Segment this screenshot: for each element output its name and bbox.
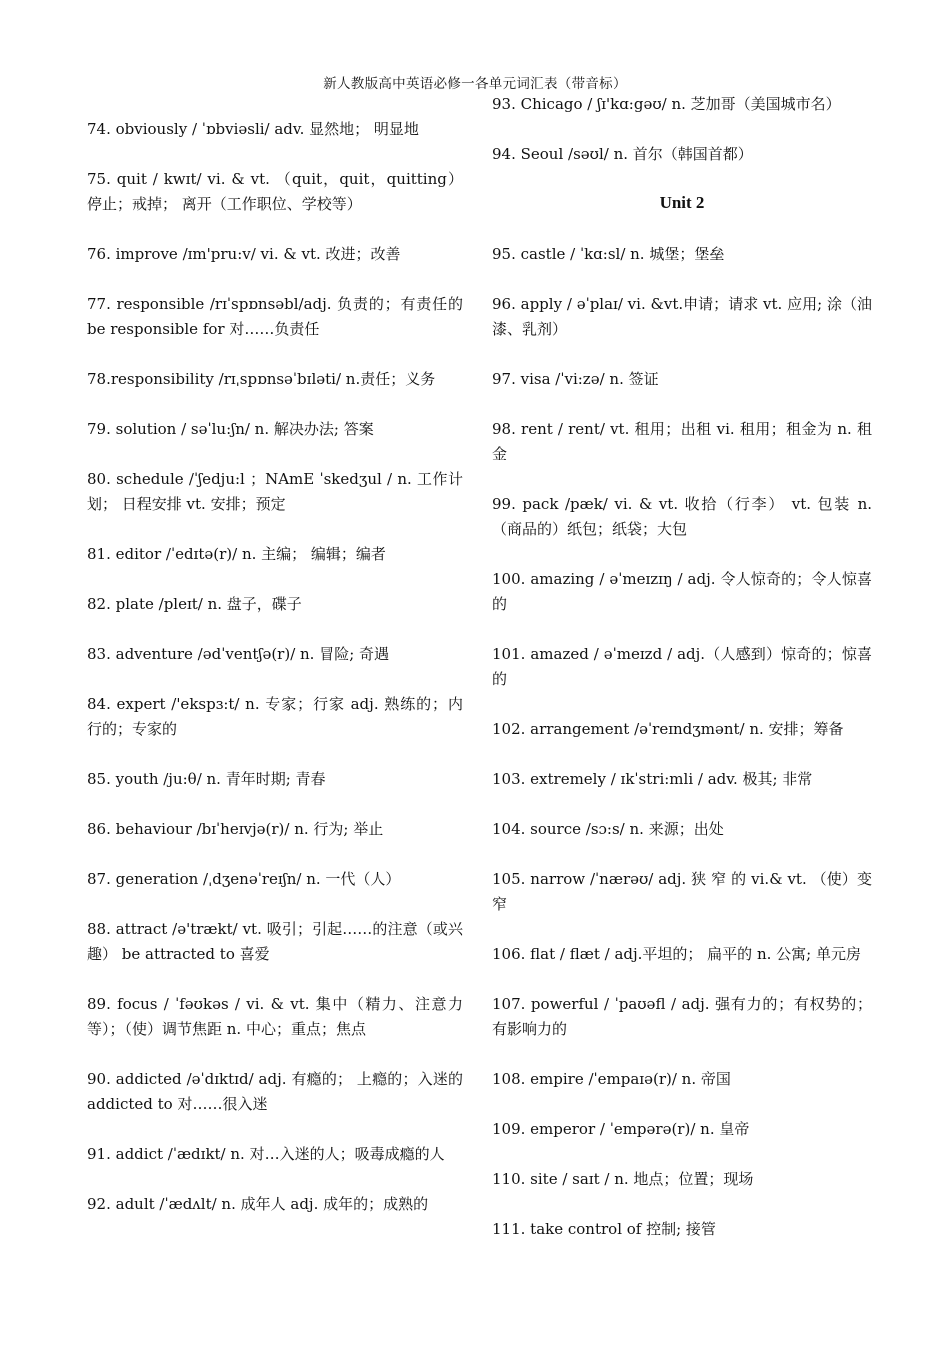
vocab-entry: 101. amazed / əˈmeɪzd / adj.（人感到）惊奇的；惊喜的 xyxy=(492,645,872,688)
vocab-entry: 82. plate /pleɪt/ n. 盘子，碟子 xyxy=(87,595,302,613)
vocab-entry: 111. take control of 控制; 接管 xyxy=(492,1220,716,1238)
vocab-entry: 79. solution / səˈlu:ʃn/ n. 解决办法; 答案 xyxy=(87,420,374,438)
unit-heading: Unit 2 xyxy=(659,193,705,212)
page-header: 新人教版高中英语必修一各单元词汇表（带音标） xyxy=(323,76,627,92)
vocab-entry: 97. visa /ˈvi:zə/ n. 签证 xyxy=(492,370,659,388)
left-column xyxy=(87,92,463,1217)
vocab-entry: 81. editor /ˈedɪtə(r)/ n. 主编； 编辑；编者 xyxy=(87,545,386,563)
vocab-entry: 103. extremely / ɪkˈstri:mli / adv. 极其; 非常 xyxy=(492,770,813,788)
vocab-entry: 108. empire /ˈempaɪə(r)/ n. 帝国 xyxy=(492,1070,731,1088)
vocab-entry: 110. site / saɪt / n. 地点；位置；现场 xyxy=(492,1170,754,1188)
vocab-entry: 76. improve /ɪm'pru:v/ vi. & vt. 改进；改善 xyxy=(87,245,401,263)
vocab-entry: 83. adventure /ədˈventʃə(r)/ n. 冒险; 奇遇 xyxy=(87,645,390,663)
vocab-entry: 89. focus / ˈfəʊkəs / vi. & vt. 集中（精力、注意力等）；（使）调节焦距 n. 中心；重点；焦点 xyxy=(87,995,463,1038)
vocab-entry: 105. narrow /ˈnærəʊ/ adj. 狭 窄 的 vi.& vt. （使）变窄 xyxy=(492,870,872,913)
vocab-entry: 109. emperor / ˈempərə(r)/ n. 皇帝 xyxy=(492,1120,750,1138)
vocab-entry: 104. source /sɔ:s/ n. 来源；出处 xyxy=(492,820,724,838)
vocab-entry: 98. rent / rent/ vt. 租用；出租 vi. 租用；租金为 n. 租金 xyxy=(492,420,872,463)
vocab-entry: 92. adult /ˈædʌlt/ n. 成年人 adj. 成年的；成熟的 xyxy=(87,1195,429,1213)
vocab-entry: 74. obviously / ˈɒbviəsli/ adv. 显然地； 明显地 xyxy=(87,120,419,138)
vocab-entry: 95. castle / ˈkɑ:sl/ n. 城堡；堡垒 xyxy=(492,245,725,263)
vocab-entry: 75. quit / kwɪt/ vi. & vt. （quit，quit，quitting） 停止；戒掉； 离开（工作职位、学校等） xyxy=(87,170,463,213)
vocab-entry: 87. generation /ˌdʒenəˈreɪʃn/ n. 一代（人） xyxy=(87,870,401,888)
vocab-entry: 93. Chicago / ʃɪ'kɑ:gəʊ/ n. 芝加哥（美国城市名） xyxy=(492,95,841,113)
vocab-entry: 100. amazing / əˈmeɪzɪŋ / adj. 令人惊奇的；令人惊喜的 xyxy=(492,570,872,613)
vocab-entry: 86. behaviour /bɪˈheɪvjə(r)/ n. 行为; 举止 xyxy=(87,820,384,838)
vocab-entry: 107. powerful / ˈpaʊəfl / adj. 强有力的；有权势的；有影响力的 xyxy=(492,995,872,1038)
right-column xyxy=(492,92,872,1242)
vocab-entry: 80. schedule /ˈʃedju:l ；NAmE ˈskedʒul / n. 工作计划； 日程安排 vt. 安排；预定 xyxy=(87,470,463,513)
vocab-entry: 77. responsible /rɪˈspɒnsəbl/adj. 负责的；有责任的 be responsible for 对……负责任 xyxy=(87,295,463,338)
vocab-entry: 85. youth /ju:θ/ n. 青年时期; 青春 xyxy=(87,770,326,788)
vocab-entry: 91. addict /ˈædɪkt/ n. 对…入迷的人；吸毒成瘾的人 xyxy=(87,1145,445,1163)
vocab-entry: 84. expert /'ekspɜ:t/ n. 专家；行家 adj. 熟练的；内行的；专家的 xyxy=(87,695,463,738)
vocab-entry: 99. pack /pæk/ vi. & vt. 收拾（行李） vt. 包装 n. （商品的）纸包；纸袋；大包 xyxy=(492,495,872,538)
vocab-entry: 90. addicted /əˈdɪktɪd/ adj. 有瘾的； 上瘾的；入迷的 addicted to 对……很入迷 xyxy=(87,1070,463,1113)
vocab-entry: 102. arrangement /əˈreɪndʒmənt/ n. 安排；筹备 xyxy=(492,720,844,738)
vocab-entry: 94. Seoul /səʊl/ n. 首尔（韩国首都） xyxy=(492,145,753,163)
vocab-entry: 78.responsibility /rɪˌspɒnsəˈbɪləti/ n.责任；义务 xyxy=(87,370,436,388)
vocab-entry: 106. flat / flæt / adj.平坦的； 扁平的 n. 公寓; 单元房 xyxy=(492,945,861,963)
vocab-entry: 96. apply / əˈplaɪ/ vi. &vt.申请；请求 vt. 应用; 涂（油漆、乳剂） xyxy=(492,295,872,338)
vocab-entry: 88. attract /ə'trækt/ vt. 吸引；引起……的注意（或兴趣） be attracted to 喜爱 xyxy=(87,920,463,963)
